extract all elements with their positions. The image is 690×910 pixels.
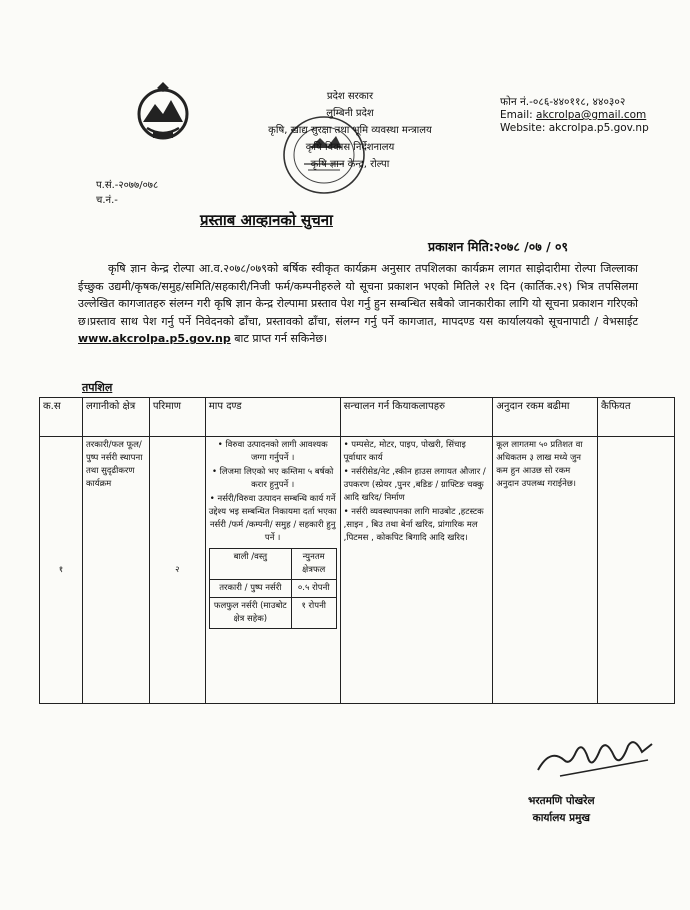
website-address[interactable]: akcrolpa.p5.gov.np	[548, 122, 649, 134]
contact-block	[500, 96, 685, 135]
criteria-item: • लिजमा लिएको भए कम्तिमा ५ बर्षको करार हुनुपर्ने ।	[211, 467, 334, 490]
signature-icon	[530, 730, 660, 782]
email-address[interactable]: akcrolpa@gmail.com	[536, 109, 647, 121]
activity-item: • पम्पसेट, मोटर, पाइप, पोखरी, सिंचाइ पूर्वाधार कार्य	[343, 440, 466, 463]
cell-sn: १	[40, 437, 83, 704]
website-link[interactable]: www.akcrolpa.p5.gov.np	[78, 332, 231, 346]
website-line	[500, 122, 685, 135]
table-header-row	[40, 398, 675, 437]
dispatch-number: च.नं.-	[96, 195, 118, 206]
body-text-start: कृषि ज्ञान केन्द्र रोल्पा आ.व.२०७८/०७९को बर्षिक स्वीकृत कार्यक्रम अनुसार तपशिलका कार्यक्रम लागत साझेदारीमा रोल्पा जिल्लाका ईच्छुक उद्यमी/कृषक/समुह/समिति/सहकारी/निजी फर्म/कम्पनीहरुले यो सूचना प्रकाशन भएको मितिले २१ दिन (कार्तिक.२९) भित्र तपसिलमा उल्लेखित कागजातहरु संलग्न गरी कृषि ज्ञान केन्द्र रोल्पामा प्रस्ताव पेश गर्नु हुन सम्बन्धित सबैको जानकारीका लागि यो सूचना प्रकाशन गरिएको छ।प्रस्ताव साथ पेश गर्नु पर्ने निवेदनको ढाँचा, प्रस्तावको ढाँचा, संलग्न गर्नु पर्ने कागजात, मापदण्ड यस कार्यालयको सूचनापाटी / वेभसाईट	[78, 262, 638, 328]
cell-sector: तरकारी/फल फूल/ पुष्प नर्सरी स्थापना तथा सुदृढीकरण कार्यक्रम	[82, 437, 149, 704]
activity-item: • नर्सरीसेड/नेट ,स्कीन हाउस लगायत औजार / उपकरण (स्प्रेयर ,पुनर ,बडिङ / ग्राफ्टिङ चक्कु आदि खरिद/ निर्माण	[343, 467, 486, 503]
header-grant: अनुदान रकम बढीमा	[493, 398, 598, 437]
header-line-1: प्रदेश सरकार	[326, 91, 374, 102]
letter-number: प.सं.-२०७७/०७८	[96, 180, 159, 191]
area-value: ०.५ रोपनी	[291, 580, 336, 598]
cell-remarks	[598, 437, 675, 704]
signatory-name: भरतमणि पोखरेल	[528, 795, 595, 807]
area-header-min: न्युनतम क्षेत्रफल	[291, 549, 336, 580]
area-table	[209, 548, 337, 629]
header-line-4: कृषि विकास निर्देशनालय	[305, 142, 395, 153]
header-activities: सन्चालन गर्न कियाकलापहरु	[340, 398, 493, 437]
area-table-header	[209, 549, 336, 580]
signatory-designation: कार्यालय प्रमुख	[532, 812, 590, 824]
cell-activities	[340, 437, 493, 704]
phone-number: फोन नं.-०८६-४४०११८, ४४०३०२	[500, 96, 626, 108]
cell-criteria	[205, 437, 340, 704]
area-table-row	[209, 598, 336, 629]
nepal-emblem-icon	[133, 82, 193, 144]
activity-item: • नर्सरी व्यवस्थापनका लागि माउबोट ,हटस्टक ,साइन , बिउ तथा बेर्ना खरिद, प्रांगारिक मल ,पिटमस , कोकपिट बिगादि आदि खरिद।	[343, 507, 484, 543]
header-quantity: परिमाण	[149, 398, 205, 437]
cell-quantity: २	[149, 437, 205, 704]
table-row	[40, 437, 675, 704]
area-header-crop: बाली /वस्तु	[209, 549, 291, 580]
cell-grant: कूल लागतमा ५० प्रतिशत वा अधिकतम ३ लाख मध्ये जुन कम हुन आउछ सो रकम अनुदान उपलब्ध गराईनेछ।	[493, 437, 598, 704]
reference-block	[96, 178, 158, 208]
program-table	[39, 397, 675, 704]
publish-date: प्रकाशन मिति:२०७८ /०७ / ०९	[428, 239, 568, 254]
website-label: Website:	[500, 122, 546, 134]
area-crop: तरकारी / पुष्प नर्सरी	[209, 580, 291, 598]
area-value: १ रोपनी	[291, 598, 336, 629]
header-line-3: कृषि, खाद्य सुरक्षा तथा भूमि व्यवस्था मन्त्रालय	[268, 125, 432, 136]
header-sn: क.स	[40, 398, 83, 437]
criteria-item: • नर्सरी/विरुवा उत्पादन सम्बन्धि कार्य गर्ने उद्देश्य भइ सम्बन्धित निकायमा दर्ता भएका नर्सरी /फर्म /कम्पनी/ समुह / सहकारी हुनु पर्ने ।	[208, 494, 337, 543]
body-text-end: बाट प्राप्त गर्न सकिनेछ।	[234, 332, 328, 346]
notice-body	[78, 260, 638, 348]
notice-title: प्रस्ताब आव्हानको सुचना	[200, 211, 333, 229]
email-line	[500, 109, 685, 122]
area-table-row	[209, 580, 336, 598]
header-line-5: कृषि ज्ञान केन्द्र, रोल्पा	[310, 159, 390, 170]
header-sector: लगानीको क्षेत्र	[82, 398, 149, 437]
header-criteria: माप दण्ड	[205, 398, 340, 437]
area-crop: फलफुल नर्सरी (माउबोट क्षेत्र सहेक)	[209, 598, 291, 629]
header-line-2: लुम्बिनी प्रदेश	[326, 108, 374, 119]
email-label: Email:	[500, 109, 533, 121]
signatory-block	[528, 793, 595, 827]
details-label: तपशिल	[82, 381, 113, 394]
header-remarks: कैफियत	[598, 398, 675, 437]
criteria-item: • विरुवा उत्पादनको लागी आवश्यक जग्गा गर्नुपर्ने ।	[217, 440, 328, 463]
office-header	[230, 88, 470, 173]
